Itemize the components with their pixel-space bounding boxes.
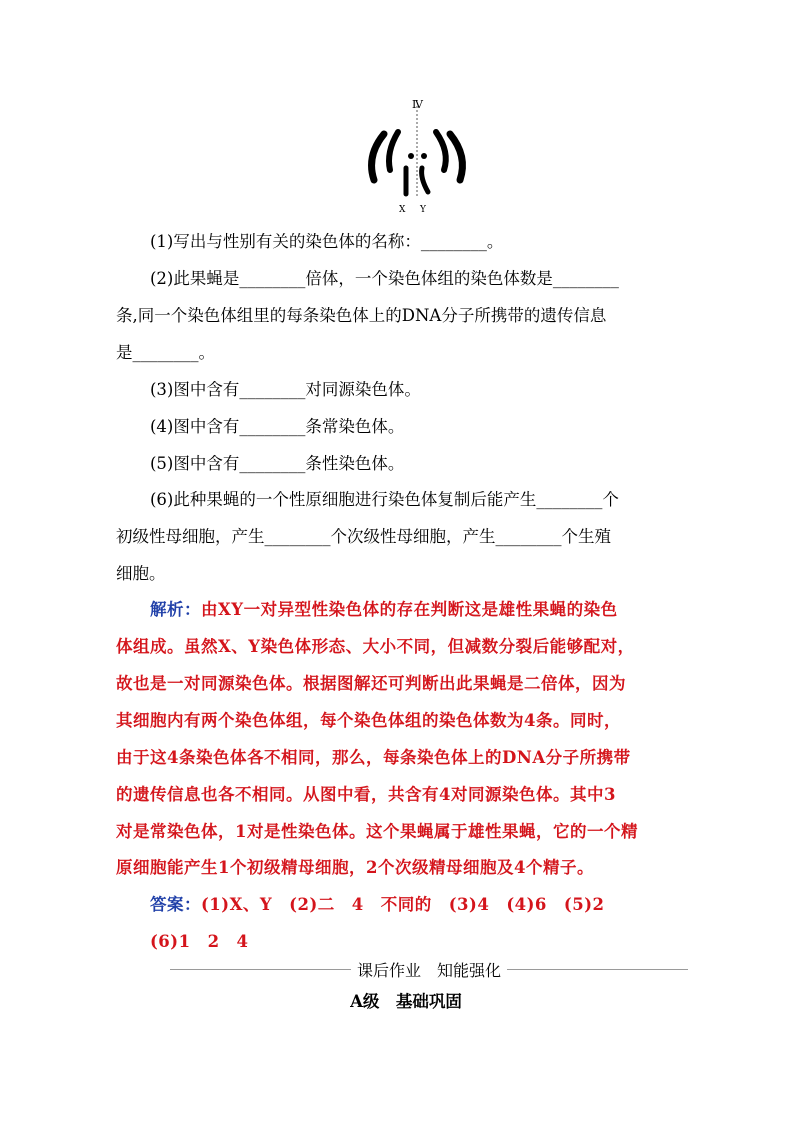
question-6-line-1: (6)此种果蝇的一个性原细胞进行染色体复制后能产生________个: [150, 490, 619, 509]
analysis-line-1: [150, 599, 696, 621]
analysis-line-5: 由于这4条染色体各不相同，那么，每条染色体上的DNA分子所携带: [116, 748, 631, 767]
question-6-line-3: 细胞。: [116, 564, 166, 583]
answer-line-2: (6)1 2 4: [150, 932, 249, 951]
answer-line-1: [150, 894, 730, 916]
label-y: Y: [420, 205, 426, 215]
analysis-line-4: 其细胞内有两个染色体组，每个染色体组的染色体数为4条。同时，: [116, 711, 621, 730]
label-x: X: [399, 205, 406, 215]
divider-text: 课后作业 知能强化: [357, 960, 502, 980]
analysis-line-7: 对是常染色体，1对是性染色体。这个果蝇属于雄性果蝇，它的一个精: [116, 822, 638, 841]
answer-label: 答案：: [150, 895, 201, 914]
question-4: (4)图中含有________条常染色体。: [150, 417, 405, 436]
analysis-line-8: 原细胞能产生1个初级精母细胞，2个次级精母细胞及4个精子。: [116, 858, 594, 877]
divider-rule-left: [170, 969, 351, 970]
question-6-line-2: 初级性母细胞，产生________个次级性母细胞，产生________个生殖: [116, 527, 611, 546]
chromosome-left-outer: [372, 134, 384, 180]
y-chromosome: [422, 168, 428, 192]
analysis-line-6: 的遗传信息也各不相同。从图中看，共含有4对同源染色体。其中3: [116, 785, 616, 804]
question-2-line-1: (2)此果蝇是________倍体，一个染色体组的染色体数是________: [150, 269, 619, 288]
analysis-text-1: 由XY一对异型性染色体的存在判断这是雄性果蝇的染色: [201, 600, 618, 619]
question-3: (3)图中含有________对同源染色体。: [150, 380, 421, 399]
divider-rule-right: [507, 969, 688, 970]
analysis-line-2: 体组成。虽然X、Y染色体形态、大小不同，但减数分裂后能够配对，: [116, 637, 635, 656]
answer-text-1: (1)X、Y (2)二 4 不同的 (3)4 (4)6 (5)2: [201, 895, 605, 914]
chromosome-diagram: [356, 94, 476, 218]
question-1: (1)写出与性别有关的染色体的名称：________。: [150, 232, 504, 251]
chromosome-figure: [356, 94, 476, 218]
chromosome-left-inner: [389, 132, 398, 170]
label-iv: Ⅳ: [412, 98, 423, 111]
dot-chromosome-left: [408, 153, 414, 159]
question-2-line-2: 条,同一个染色体组里的每条染色体上的DNA分子所携带的遗传信息: [116, 306, 607, 325]
analysis-label: 解析：: [150, 600, 201, 619]
dot-chromosome-right: [421, 153, 427, 159]
chromosome-right-outer: [450, 134, 462, 180]
chromosome-right-inner: [436, 132, 446, 170]
question-5: (5)图中含有________条性染色体。: [150, 454, 405, 473]
level-heading: A级 基础巩固: [350, 992, 462, 1011]
section-divider: [170, 958, 688, 980]
analysis-line-3: 故也是一对同源染色体。根据图解还可判断出此果蝇是二倍体，因为: [116, 674, 626, 693]
question-2-line-3: 是________。: [116, 343, 215, 362]
